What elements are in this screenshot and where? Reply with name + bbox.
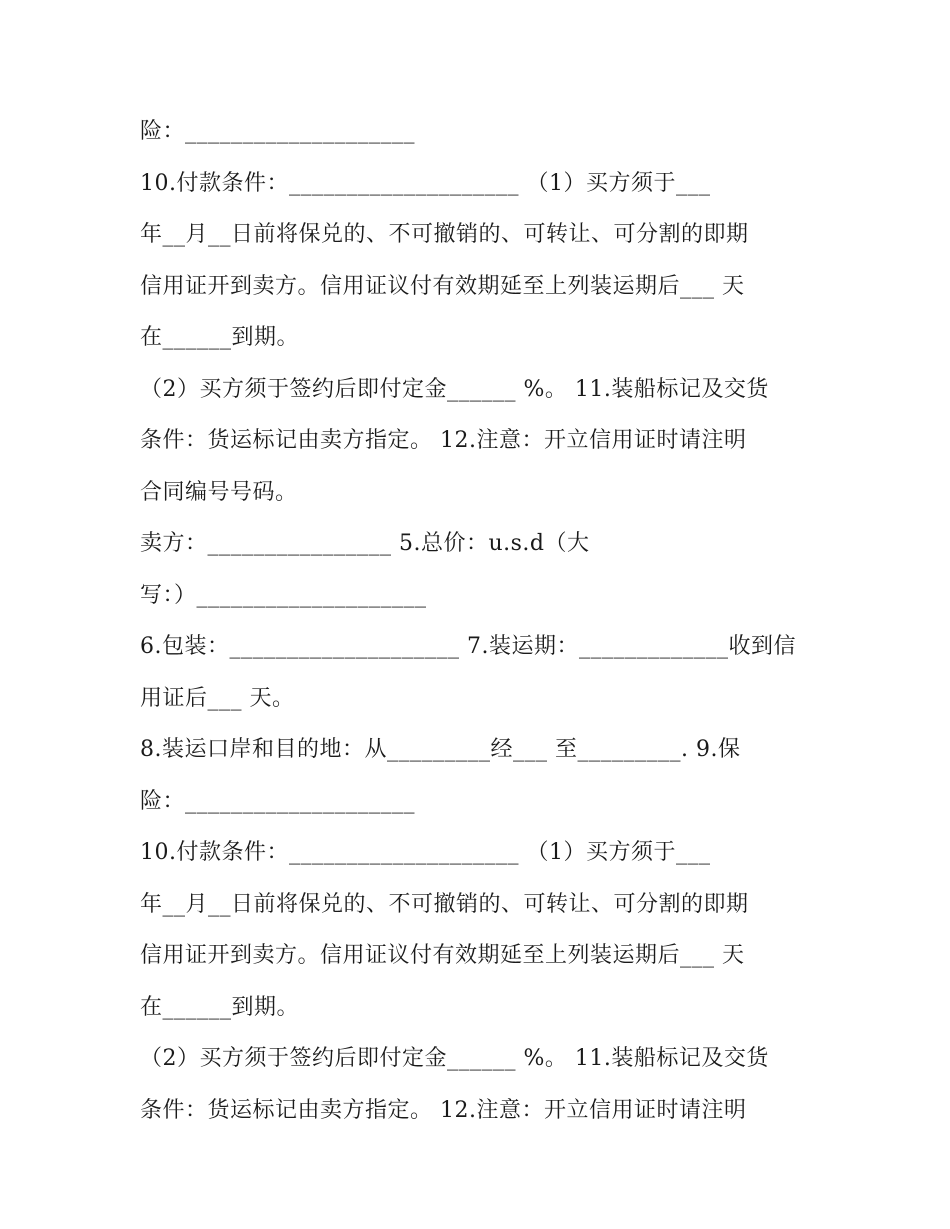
text-line-20: 条件：货运标记由卖方指定。 12.注意：开立信用证时请注明 bbox=[140, 1097, 747, 1123]
text-line-16: 年__月__日前将保兑的、不可撤销的、可转让、可分割的即期 bbox=[140, 891, 749, 917]
text-line-15: 10.付款条件：____________________ （1）买方须于___ bbox=[140, 840, 711, 865]
text-line-3: 年__月__日前将保兑的、不可撤销的、可转让、可分割的即期 bbox=[140, 222, 749, 247]
text-line-19: （2）买方须于签约后即付定金______ %。 11.装船标记及交货 bbox=[140, 1046, 769, 1071]
text-line-9: 卖方：________________ 5.总价：u.s.d（大 bbox=[140, 531, 590, 556]
text-line-17: 信用证开到卖方。信用证议付有效期延至上列装运期后___ 天 bbox=[140, 943, 745, 968]
text-line-11: 6.包装：____________________ 7.装运期：_____________收到信 bbox=[140, 634, 796, 659]
text-line-18: 在______到期。 bbox=[140, 994, 300, 1020]
text-line-10: 写：）____________________ bbox=[140, 582, 427, 608]
text-line-6: （2）买方须于签约后即付定金______ %。 11.装船标记及交货 bbox=[140, 376, 769, 402]
text-line-5: 在______到期。 bbox=[140, 325, 300, 350]
text-line-4: 信用证开到卖方。信用证议付有效期延至上列装运期后___ 天 bbox=[140, 273, 745, 299]
text-line-2: 10.付款条件：____________________ （1）买方须于___ bbox=[140, 170, 711, 196]
text-line-7: 条件：货运标记由卖方指定。 12.注意：开立信用证时请注明 bbox=[140, 428, 747, 453]
text-line-1: 险：____________________ bbox=[140, 119, 416, 144]
text-line-12: 用证后___ 天。 bbox=[140, 685, 295, 711]
text-line-14: 险：____________________ bbox=[140, 788, 416, 814]
contract-text bbox=[140, 106, 820, 1136]
text-line-8: 合同编号号码。 bbox=[140, 479, 298, 505]
text-line-13: 8.装运口岸和目的地：从_________经___ 至_________. 9.保 bbox=[140, 737, 741, 762]
